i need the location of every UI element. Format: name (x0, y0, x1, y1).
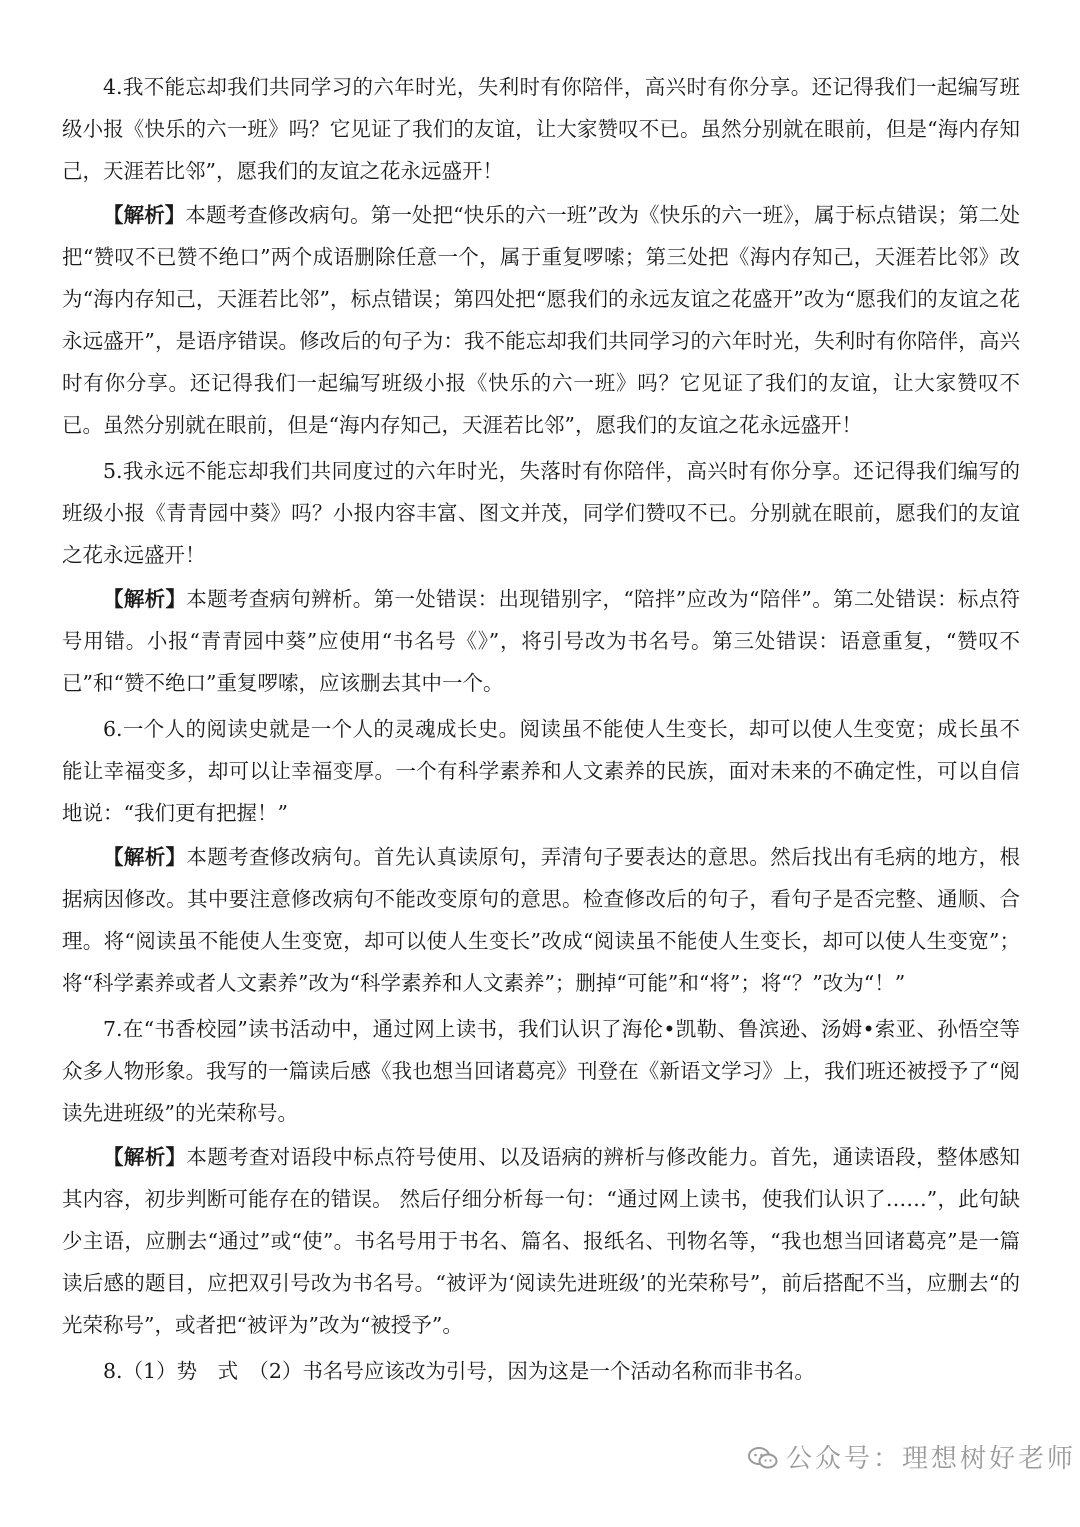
item-5-question: 5.我永远不能忘却我们共同度过的六年时光，失落时有你陪伴，高兴时有你分享。还记得我们编写的班级小报《青青园中葵》吗？小报内容丰富、图文并茂，同学们赞叹不已。分别就在眼前，愿我们的友谊之花永远盛开！ (62, 459, 1020, 567)
watermark (748, 1438, 1076, 1475)
analysis-tag: 【解析】 (103, 1145, 187, 1169)
item-6-analysis: 【解析】本题考查修改病句。首先认真读原句，弄清句子要表达的意思。然后找出有毛病的地方，根据病因修改。其中要注意修改病句不能改变原句的意思。检查修改后的句子，看句子是否完整、通顺、合理。将“阅读虽不能使人生变宽，却可以使人生变长”改成“阅读虽不能使人生变长，却可以使人生变宽”；将“科学素养或者人文素养”改为“科学素养和人文素养”；删掉“可能”和“将”；将“？”改为“！” (62, 845, 1021, 995)
item-6-question: 6.一个人的阅读史就是一个人的灵魂成长史。阅读虽不能使人生变长，却可以使人生变宽；成长虽不能让幸福变多，却可以让幸福变厚。一个有科学素养和人文素养的民族，面对未来的不确定性，可以自信地说：“我们更有把握！” (62, 717, 1020, 825)
item-7-question: 7.在“书香校园”读书活动中，通过网上读书，我们认识了海伦•凯勒、鲁滨逊、汤姆•索亚、孙悟空等众多人物形象。我写的一篇读后感《我也想当回诸葛亮》刊登在《新语文学习》上，我们班还被授予了“阅读先进班级”的光荣称号。 (62, 1017, 1020, 1125)
item-8-answer: 8.（1）势 式 （2）书名号应该改为引号，因为这是一个活动名称而非书名。 (103, 1359, 815, 1383)
watermark-text: 公众号：理想树好老师 (785, 1444, 1076, 1474)
analysis-tag: 【解析】 (103, 587, 187, 611)
item-7-analysis: 【解析】本题考查对语段中标点符号使用、以及语病的辨析与修改能力。首先，通读语段，整体感知其内容，初步判断可能存在的错误。 然后仔细分析每一句：“通过网上读书，使我们认识了……”，此句缺少主语，应删去“通过”或“使”。书名号用于书名、篇名、报纸名、刊物名等，“我也想当回诸葛亮”是一篇读后感的题目，应把双引号改为书名号。“被评为‘阅读先进班级’的光荣称号”，前后搭配不当，应删去“的光荣称号”，或者把“被评为”改为“被授予”。 (62, 1145, 1021, 1337)
document-page (62, 66, 1020, 1394)
wechat-icon (748, 1447, 778, 1469)
analysis-tag: 【解析】 (103, 845, 187, 869)
analysis-tag: 【解析】 (103, 203, 186, 227)
item-4-analysis: 【解析】本题考查修改病句。第一处把“快乐的六一班”改为《快乐的六一班》，属于标点错误；第二处把“赞叹不已赞不绝口”两个成语删除任意一个，属于重复啰嗦；第三处把《海内存知己，天涯若比邻》改为“海内存知己，天涯若比邻”，标点错误；第四处把“愿我们的永远友谊之花盛开”改为“愿我们的友谊之花永远盛开”，是语序错误。修改后的句子为：我不能忘却我们共同学习的六年时光，失利时有你陪伴，高兴时有你分享。还记得我们一起编写班级小报《快乐的六一班》吗？它见证了我们的友谊，让大家赞叹不已。虽然分别就在眼前，但是“海内存知己，天涯若比邻”，愿我们的友谊之花永远盛开！ (62, 203, 1020, 437)
item-4-question: 4.我不能忘却我们共同学习的六年时光，失利时有你陪伴，高兴时有你分享。还记得我们一起编写班级小报《快乐的六一班》吗？它见证了我们的友谊，让大家赞叹不已。虽然分别就在眼前，但是“海内存知己，天涯若比邻”，愿我们的友谊之花永远盛开！ (62, 75, 1020, 183)
item-5-analysis: 【解析】本题考查病句辨析。第一处错误：出现错别字，“陪拌”应改为“陪伴”。第二处错误：标点符号用错。小报“青青园中葵”应使用“书名号《》”，将引号改为书名号。第三处错误：语意重复，“赞叹不已”和“赞不绝口”重复啰嗦，应该删去其中一个。 (62, 587, 1021, 695)
